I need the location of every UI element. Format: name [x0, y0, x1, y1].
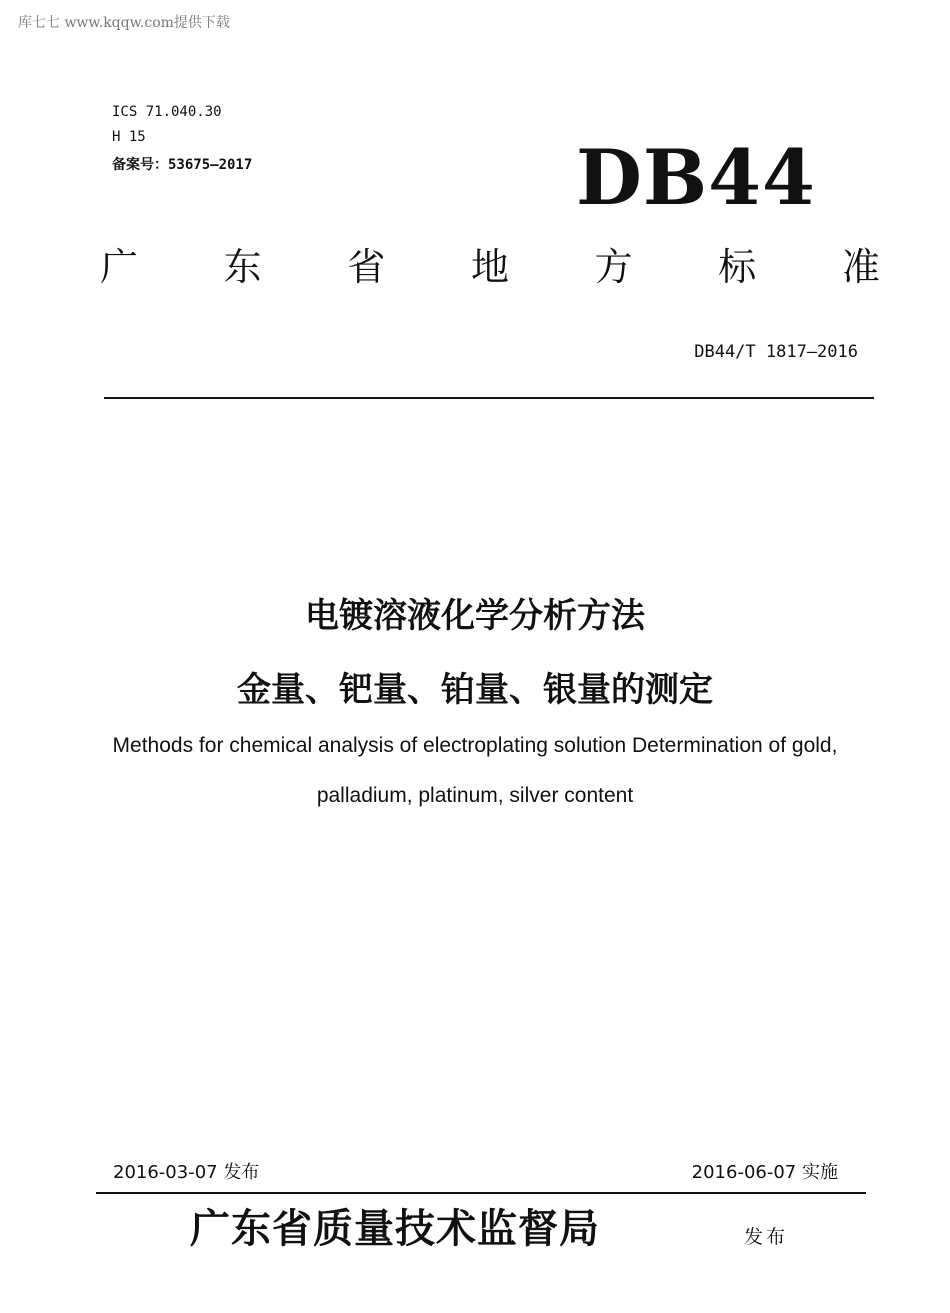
province-char: 方	[594, 245, 633, 289]
issuing-authority: 广东省质量技术监督局	[190, 1205, 600, 1252]
province-char: 地	[470, 245, 509, 289]
title-en-line2: palladium, platinum, silver content	[316, 784, 634, 807]
release-date: 2016-03-07 发布	[113, 1162, 260, 1183]
filing-number: 备案号：53675—2017	[112, 157, 253, 173]
bottom-divider	[96, 1192, 866, 1194]
ics-code: ICS 71.040.30	[112, 104, 222, 120]
issue-label: 发布	[744, 1226, 789, 1248]
province-standard-title	[100, 245, 880, 289]
province-char: 东	[223, 245, 262, 289]
title-cn-line1: 电镀溶液化学分析方法	[305, 596, 645, 636]
implementation-date: 2016-06-07 实施	[691, 1162, 838, 1183]
top-divider	[104, 397, 874, 399]
province-char: 准	[841, 245, 880, 289]
db-code-logo: DB44	[576, 133, 816, 222]
province-char: 省	[347, 245, 386, 289]
province-char: 广	[100, 245, 139, 289]
title-en-line1: Methods for chemical analysis of electroplating solution Determination of gold,	[112, 734, 838, 757]
ccs-code: H 15	[112, 129, 146, 145]
title-cn-line2: 金量、钯量、铂量、银量的测定	[237, 670, 713, 710]
province-char: 标	[718, 245, 757, 289]
standard-number: DB44/T 1817—2016	[694, 342, 858, 362]
watermark-text: 库七七 www.kqqw.com提供下载	[18, 15, 230, 31]
